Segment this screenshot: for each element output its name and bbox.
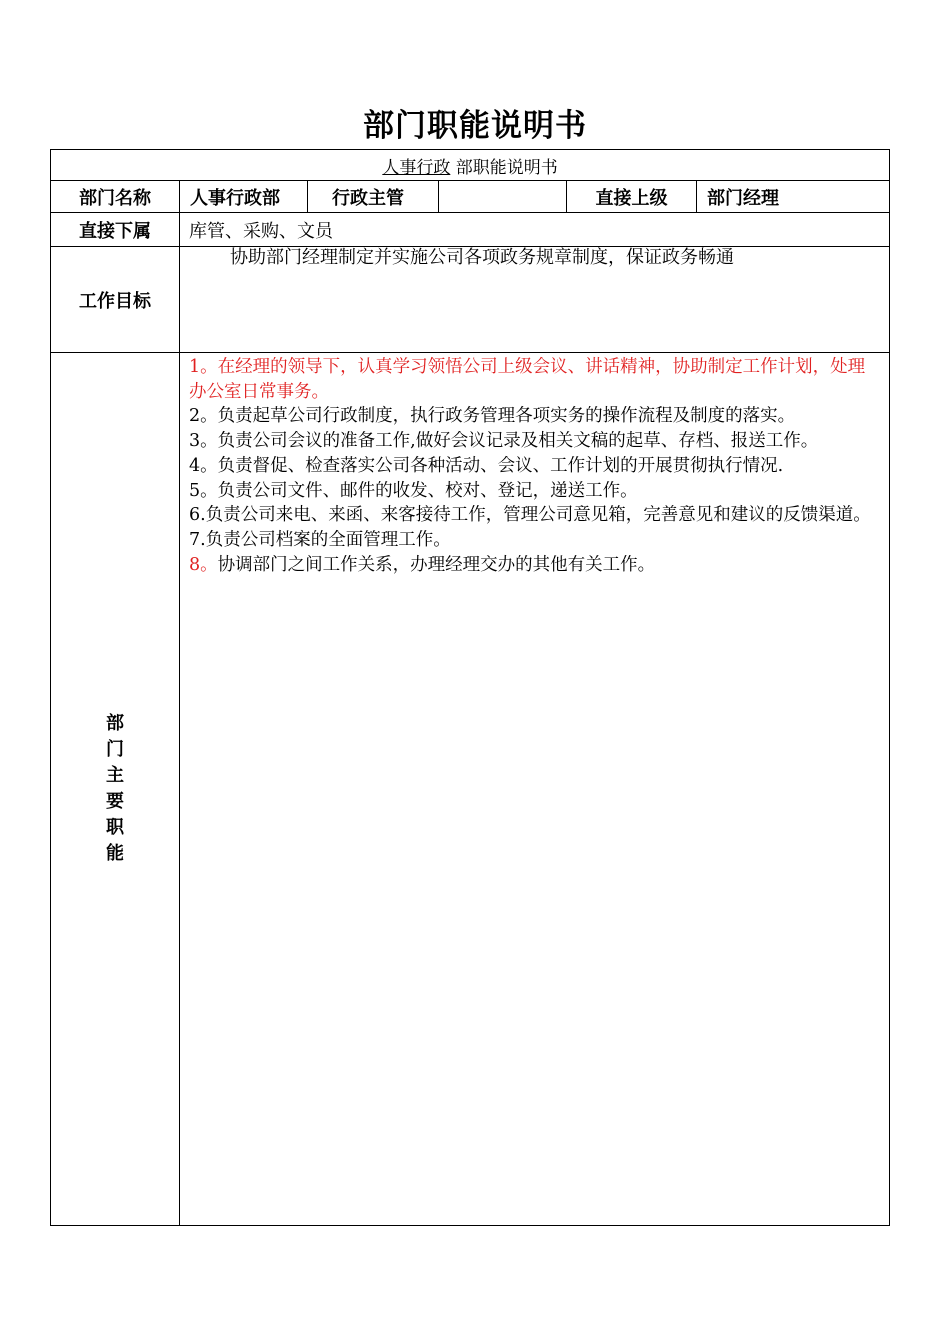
- function-item: 4。负责督促、检查落实公司各种活动、会议、工作计划的开展贯彻执行情况.: [189, 455, 784, 476]
- goal-label: 工作目标: [51, 247, 180, 353]
- function-item: 6.负责公司来电、来函、来客接待工作，管理公司意见箱，完善意见和建议的反馈渠道。: [189, 505, 871, 526]
- function-item: 7.负责公司档案的全面管理工作。: [189, 529, 451, 550]
- functions-label-char: 部: [106, 713, 124, 734]
- functions-list: [180, 353, 890, 1226]
- function-item: 3。负责公司会议的准备工作,做好会议记录及相关文稿的起草、存档、报送工作。: [189, 431, 819, 452]
- subordinate-value: 库管、采购、文员: [180, 213, 890, 247]
- functions-label-char: 要: [106, 791, 124, 812]
- subordinate-label: 直接下属: [51, 213, 180, 247]
- table-subtitle: [51, 150, 890, 181]
- dept-name-value: 人事行政部: [180, 181, 308, 213]
- dept-name-label: 部门名称: [51, 181, 180, 213]
- subtitle-rest: 部职能说明书: [450, 157, 558, 178]
- function-item: 2。负责起草公司行政制度，执行政务管理各项实务的操作流程及制度的落实。: [189, 406, 796, 427]
- function-item: 5。负责公司文件、邮件的收发、校对、登记，递送工作。: [189, 480, 638, 501]
- functions-label-char: 门: [106, 739, 124, 760]
- blank-cell: [439, 181, 567, 213]
- functions-label-char: 职: [106, 817, 124, 838]
- subtitle-dept: 人事行政: [382, 157, 451, 178]
- goal-text: 协助部门经理制定并实施公司各项政务规章制度，保证政务畅通: [180, 247, 890, 353]
- superior-label: 直接上级: [567, 181, 697, 213]
- functions-label-char: 主: [106, 765, 124, 786]
- function-item: 8。协调部门之间工作关系，办理经理交办的其他有关工作。: [189, 554, 656, 575]
- function-item: 1。在经理的领导下，认真学习领悟公司上级会议、讲话精神，协助制定工作计划，处理办公室日常事务。: [189, 357, 866, 402]
- position-value: 行政主管: [308, 181, 439, 213]
- page-title: 部门职能说明书: [363, 108, 587, 144]
- functions-label-char: 能: [106, 843, 124, 864]
- superior-value: 部门经理: [697, 181, 890, 213]
- functions-label: [51, 353, 180, 1226]
- function-description-table: [50, 149, 890, 1226]
